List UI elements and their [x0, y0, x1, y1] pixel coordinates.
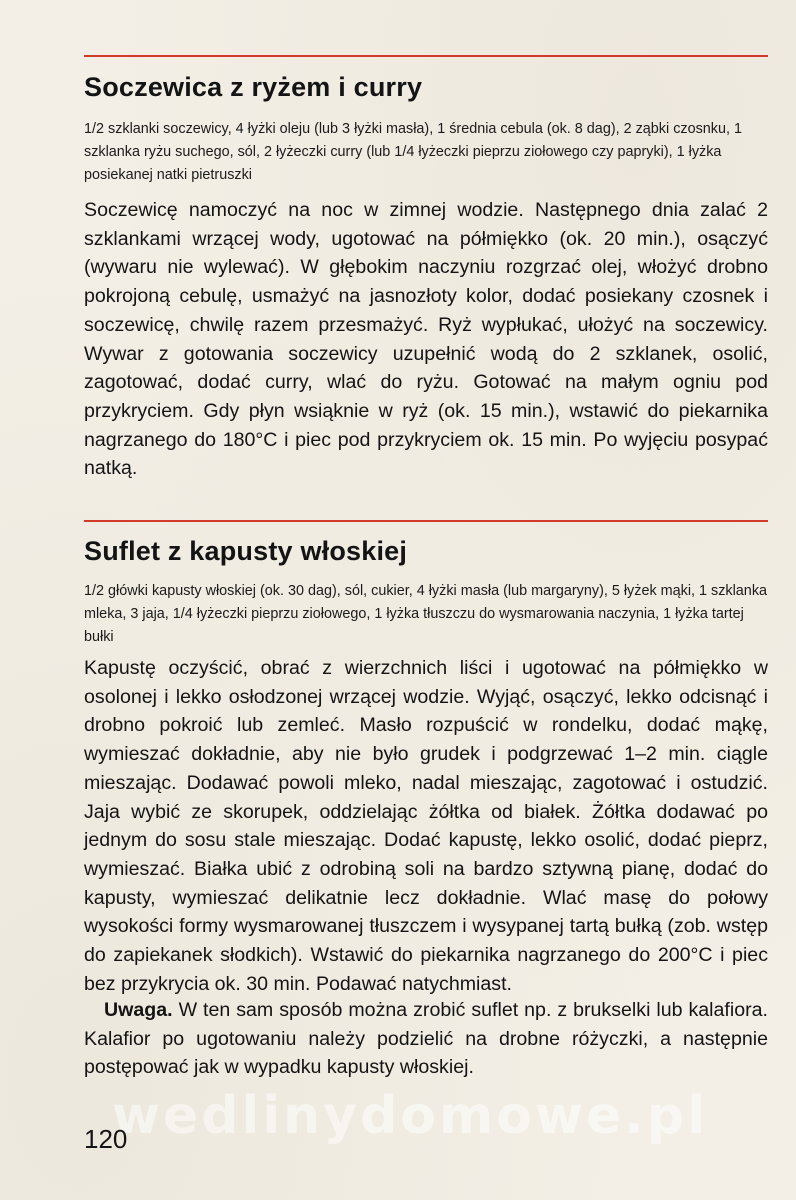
recipe-method: Kapustę oczyścić, obrać z wierzchnich liści i ugotować na półmiękko w osolonej i lekko osłodzonej wrzącej wodzie. Wyjąć, osączyć, lekko odcisnąć i drobno pokroić lub zemleć. Masło rozpuścić w rondelku, dodać mąkę, wymieszać dokładnie, aby nie było grudek i podgrzewać 1–2 min. ciągle mieszając. Dodawać powoli mleko, nadal mieszając, zagotować i ostudzić. Jaja wybić ze skorupek, oddzielając żółtka od białek. Żółtka dodawać po jednym do sosu stale mieszając. Dodać kapustę, lekko osolić, dodać pieprz, wymieszać. Białka ubić z odrobiną soli na bardzo sztywną pianę, dodać do kapusty, wymieszać delikatnie lecz dokładnie. Wlać masę do połowy wysokości formy wysmarowanej tłuszczem i wysypanej tartą bułką (zob. wstęp do zapiekanek słodkich). Wstawić do piekarnika nagrzanego do 200°C i piec bez przykrycia ok. 30 min. Podawać natychmiast. — [84, 657, 768, 995]
note-text: W ten sam sposób można zrobić suflet np. z brukselki lub kalafiora. Kalafior po ugotowaniu należy podzielić na drobne różyczki, a następnie postępować jak w wypadku kapusty włoskiej. — [84, 999, 768, 1079]
recipe-title: Soczewica z ryżem i curry — [84, 72, 423, 102]
ingredients-list: 1/2 szklanki soczewicy, 4 łyżki oleju (lub 3 łyżki masła), 1 średnia cebula (ok. 8 dag), 2 ząbki czosnku, 1 szklanka ryżu suchego, sól, 2 łyżeczki curry (lub 1/4 łyżeczki pieprzu ziołowego czy papryki), 1 łyżka posiekanej natki pietruszki — [84, 121, 742, 183]
section-divider-rule — [84, 520, 768, 522]
page-number: 120 — [84, 1124, 128, 1154]
recipe-title: Suflet z kapusty włoskiej — [84, 536, 408, 566]
note-label: Uwaga. — [104, 999, 173, 1021]
recipe-method: Soczewicę namoczyć na noc w zimnej wodzie. Następnego dnia zalać 2 szklankami wrzącej wody, ugotować na półmiękko (ok. 20 min.), osączyć (wywaru nie wylewać). W głębokim naczyniu rozgrzać olej, włożyć drobno pokrojoną cebulę, usmażyć na jasnozłoty kolor, dodać posiekany czosnek i soczewicę, chwilę razem przesmażyć. Ryż wypłukać, ułożyć na soczewicy. Wywar z gotowania soczewicy uzupełnić wodą do 2 szklanek, osolić, zagotować, dodać curry, wlać do ryżu. Gotować na małym ogniu pod przykryciem. Gdy płyn wsiąknie w ryż (ok. 15 min.), wstawić do piekarnika nagrzanego do 180°C i piec pod przykryciem ok. 15 min. Po wyjęciu posypać natką. — [84, 199, 768, 480]
watermark: wedlinydomowe.pl — [111, 1086, 709, 1146]
recipe-note — [84, 996, 768, 1082]
ingredients-list: 1/2 główki kapusty włoskiej (ok. 30 dag), sól, cukier, 4 łyżki masła (lub margaryny), 5 łyżek mąki, 1 szklanka mleka, 3 jaja, 1/4 łyżeczki pieprzu ziołowego, 1 łyżka tłuszczu do wysmarowania naczynia, 1 łyżka tartej bułki — [84, 583, 768, 645]
section-divider-rule — [84, 55, 768, 57]
